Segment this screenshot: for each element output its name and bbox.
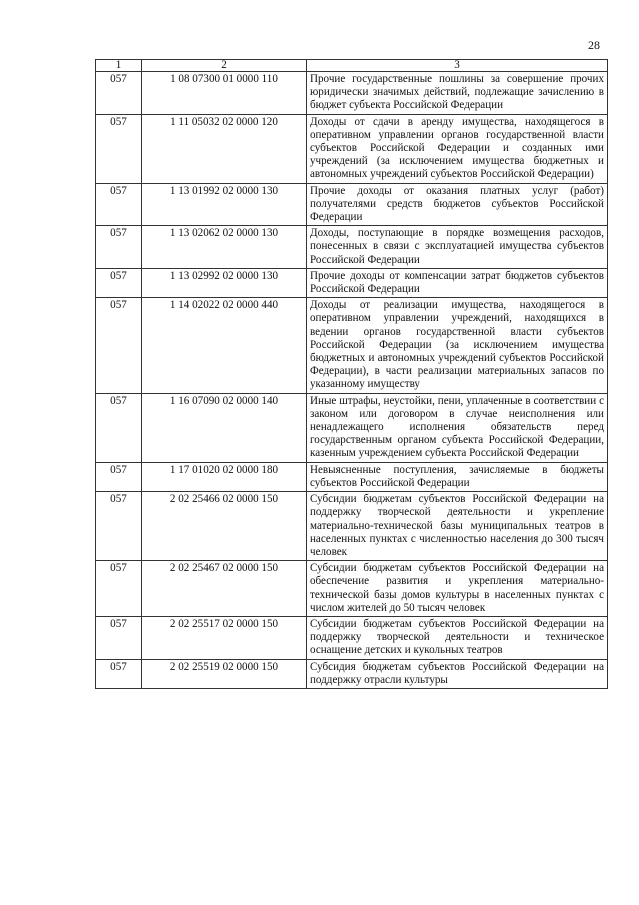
admin-code-cell: 057 (96, 393, 142, 462)
admin-code-cell: 057 (96, 659, 142, 688)
admin-code-cell: 057 (96, 226, 142, 269)
table-row (96, 492, 608, 561)
revenue-code-cell: 2 02 25467 02 0000 150 (142, 561, 307, 617)
revenue-name-cell: Доходы от сдачи в аренду имущества, находящегося в оперативном управлении органов государственной власти субъектов Российской Федерации и созданных ими учреждений (за исключением имущества бюджетных и автономных учреждений субъектов Российской Федерации) (307, 114, 608, 183)
revenue-name-cell: Субсидии бюджетам субъектов Российской Федерации на обеспечение развития и укрепления материально-технической базы домов культуры в населенных пунктах с числом жителей до 50 тысяч человек (307, 561, 608, 617)
revenue-name-cell: Прочие государственные пошлины за совершение прочих юридически значимых действий, подлежащие зачислению в бюджет субъекта Российской Федерации (307, 72, 608, 115)
table-row (96, 268, 608, 297)
admin-code-cell: 057 (96, 72, 142, 115)
revenue-code-cell: 1 13 02062 02 0000 130 (142, 226, 307, 269)
revenue-name-cell: Субсидии бюджетам субъектов Российской Федерации на поддержку творческой деятельности и техническое оснащение детских и кукольных театров (307, 616, 608, 659)
revenue-code-cell: 1 16 07090 02 0000 140 (142, 393, 307, 462)
revenue-code-cell: 1 14 02022 02 0000 440 (142, 298, 307, 393)
table-row (96, 393, 608, 462)
revenue-name-cell: Доходы от реализации имущества, находящегося в оперативном управлении учреждений, находящихся в ведении органов государственной власти субъектов Российской Федерации (за исключением имущества бюджетных и автономных учреждений субъектов Российской Федерации), в части реализации материальных запасов по указанному имуществу (307, 298, 608, 393)
revenue-code-cell: 1 13 01992 02 0000 130 (142, 183, 307, 226)
table-header-row (96, 60, 608, 72)
admin-code-cell: 057 (96, 183, 142, 226)
table-row (96, 462, 608, 491)
column-header-3: 3 (307, 60, 608, 72)
revenue-code-cell: 2 02 25466 02 0000 150 (142, 492, 307, 561)
column-header-1: 1 (96, 60, 142, 72)
table-row (96, 561, 608, 617)
table-row (96, 616, 608, 659)
admin-code-cell: 057 (96, 114, 142, 183)
revenue-name-cell: Доходы, поступающие в порядке возмещения расходов, понесенных в связи с эксплуатацией имущества субъектов Российской Федерации (307, 226, 608, 269)
admin-code-cell: 057 (96, 462, 142, 491)
revenue-codes-table (95, 59, 608, 689)
revenue-name-cell: Иные штрафы, неустойки, пени, уплаченные в соответствии с законом или договором в случае неисполнения или ненадлежащего исполнения обязательств перед государственным органом субъекта Российской Федерации, казенным учреждением субъекта Российской Федерации (307, 393, 608, 462)
table-row (96, 114, 608, 183)
admin-code-cell: 057 (96, 298, 142, 393)
revenue-name-cell: Невыясненные поступления, зачисляемые в бюджеты субъектов Российской Федерации (307, 462, 608, 491)
table-row (96, 659, 608, 688)
revenue-name-cell: Субсидия бюджетам субъектов Российской Федерации на поддержку отрасли культуры (307, 659, 608, 688)
revenue-code-cell: 1 11 05032 02 0000 120 (142, 114, 307, 183)
page-number: 28 (588, 38, 600, 52)
revenue-code-cell: 2 02 25519 02 0000 150 (142, 659, 307, 688)
admin-code-cell: 057 (96, 616, 142, 659)
revenue-name-cell: Прочие доходы от компенсации затрат бюджетов субъектов Российской Федерации (307, 268, 608, 297)
revenue-code-cell: 2 02 25517 02 0000 150 (142, 616, 307, 659)
table-row (96, 72, 608, 115)
revenue-name-cell: Прочие доходы от оказания платных услуг (работ) получателями средств бюджетов субъектов Российской Федерации (307, 183, 608, 226)
column-header-2: 2 (142, 60, 307, 72)
table-body (96, 72, 608, 689)
revenue-code-cell: 1 13 02992 02 0000 130 (142, 268, 307, 297)
admin-code-cell: 057 (96, 268, 142, 297)
admin-code-cell: 057 (96, 492, 142, 561)
table-row (96, 183, 608, 226)
revenue-name-cell: Субсидии бюджетам субъектов Российской Федерации на поддержку творческой деятельности и укрепление материально-технической базы муниципальных театров в населенных пунктах с численностью населения до 300 тысяч человек (307, 492, 608, 561)
revenue-code-cell: 1 17 01020 02 0000 180 (142, 462, 307, 491)
admin-code-cell: 057 (96, 561, 142, 617)
table-row (96, 298, 608, 393)
revenue-code-cell: 1 08 07300 01 0000 110 (142, 72, 307, 115)
table-row (96, 226, 608, 269)
